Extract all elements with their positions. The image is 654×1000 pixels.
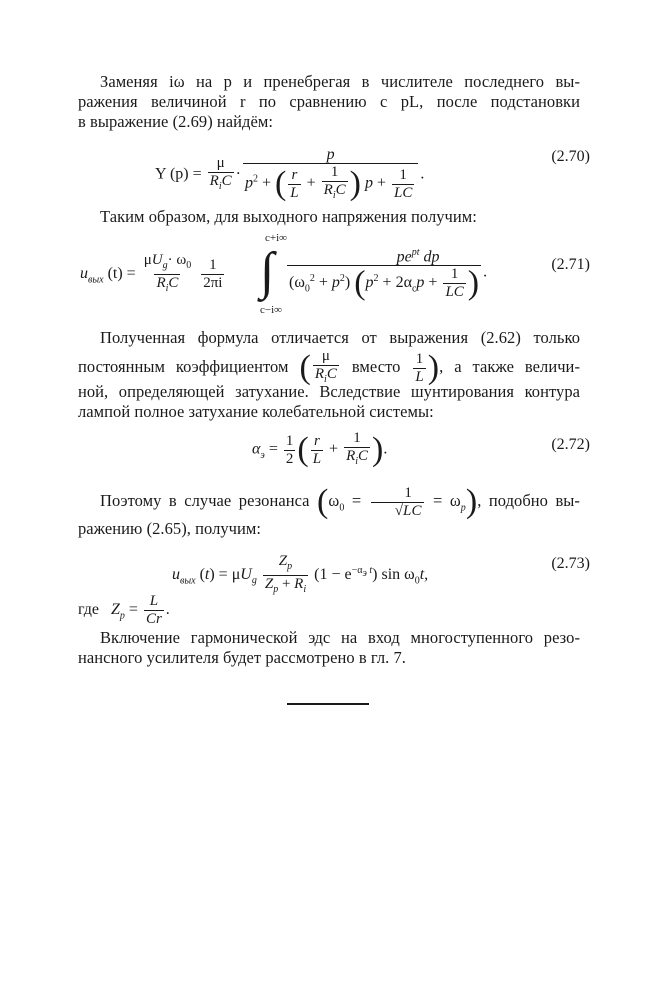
text-line: Полученная формула отличается от выражения (2.62) только: [100, 328, 580, 347]
equation-number: (2.70): [551, 148, 590, 165]
equation-2-73: $u_{вых}$ $(t) = \mu U_g$ $\frac{Z_p}{Z_p + R_i}$ $(1 - e^{-\alpha_э t})$ $\sin \omega_0t$, (2.73): [60, 543, 590, 603]
text-line: постоянным коэффициентом ( $\frac{\mu}{R_iC}$ вместо $\frac{1}{L}$ ), а также величи-: [78, 348, 580, 386]
eq-lhs-u: u: [80, 265, 88, 283]
paragraph-comparison: [78, 328, 580, 422]
integrand-fraction: $pe^{pt}$ dp $(\omega_0^2 + p^2) (p^2 + 2\alpha_cp$ + $\frac{1}{LC}$ ): [289, 247, 480, 302]
equation-2-72: $\alpha_э$ = $\frac{1}{2}$ ( $\frac{r}{L}$ + $\frac{1}{R_iC}$ ). (2.72): [252, 430, 590, 468]
eq-lhs: Y (p) =: [155, 165, 202, 183]
paragraph-intro: [78, 72, 580, 132]
text-line: Включение гармонической эдс на вход многоступенного резо-: [100, 628, 580, 647]
text-line: в выражение (2.69) найдём:: [78, 112, 273, 131]
text-line: Таким образом, для выходного напряжения получим:: [100, 207, 477, 226]
text-line: лампой полное затухание колебательной системы:: [78, 402, 434, 421]
mu-over-ric: $\frac{\mu}{R_iC}$: [208, 155, 234, 195]
text-line: ражения величиной r по сравнению с pL, после подстановки: [78, 92, 580, 111]
equation-number: (2.73): [551, 555, 590, 572]
coef-fraction: $\frac{\mu U_g\cdot \omega_0}{R_iC}$: [142, 252, 194, 297]
paragraph-resonance: [78, 483, 580, 539]
equation-2-70: Y (p) = $\frac{\mu}{R_iC}$ · p $p^2$ + ( $\frac{r}{L}$ + $\frac{1}{R_iC}$ ) p + $\frac{1}{LC}$ . (2.70): [155, 146, 590, 202]
paragraph-output-voltage: [78, 207, 580, 227]
section-divider: [287, 703, 369, 705]
alpha-e: α: [252, 440, 261, 458]
paragraph-conclusion: [78, 628, 580, 668]
text-line: нансного усилителя будет рассмотрено в гл. 7.: [78, 648, 406, 667]
text-line: ной, определяющей затухание. Вследствие шунтирования контура: [78, 382, 580, 401]
where-clause: где $Z_p$ = $\frac{L}{Cr}$ .: [78, 593, 170, 627]
integral-upper: c+i∞: [265, 232, 287, 244]
main-fraction: p $p^2$ + ( $\frac{r}{L}$ + $\frac{1}{R_iC}$ ) p + $\frac{1}{LC}$: [243, 146, 418, 204]
integral-lower: c−i∞: [260, 304, 282, 316]
text-line: Заменяя iω на p и пренебрегая в числителе последнего вы-: [100, 72, 580, 91]
one-over-2pii: $\frac{1}{2\pi i}$: [203, 257, 223, 291]
equation-2-71: $u_{вых}$ (t) = $\frac{\mu U_g\cdot \omega_0}{R_iC}$ $\frac{1}{2\pi i}$ c+i∞ ∫ c−i∞ $pe^{pt}$ dp $(\omega_0^2 + p^2) (p^2 + 2\alpha_cp$ + $\frac{1}{LC}$ ) . (2.71): [80, 232, 590, 316]
equation-number: (2.72): [551, 436, 590, 453]
equation-number: (2.71): [551, 256, 590, 273]
text-line: ражению (2.65), получим:: [78, 519, 262, 538]
integral-sign: ∫: [260, 243, 275, 300]
text-line: Поэтому в случае резонанса ($\omega_0$ = $\frac{1}{√LC}$ = $\omega_p$), подобно вы-: [100, 483, 580, 521]
